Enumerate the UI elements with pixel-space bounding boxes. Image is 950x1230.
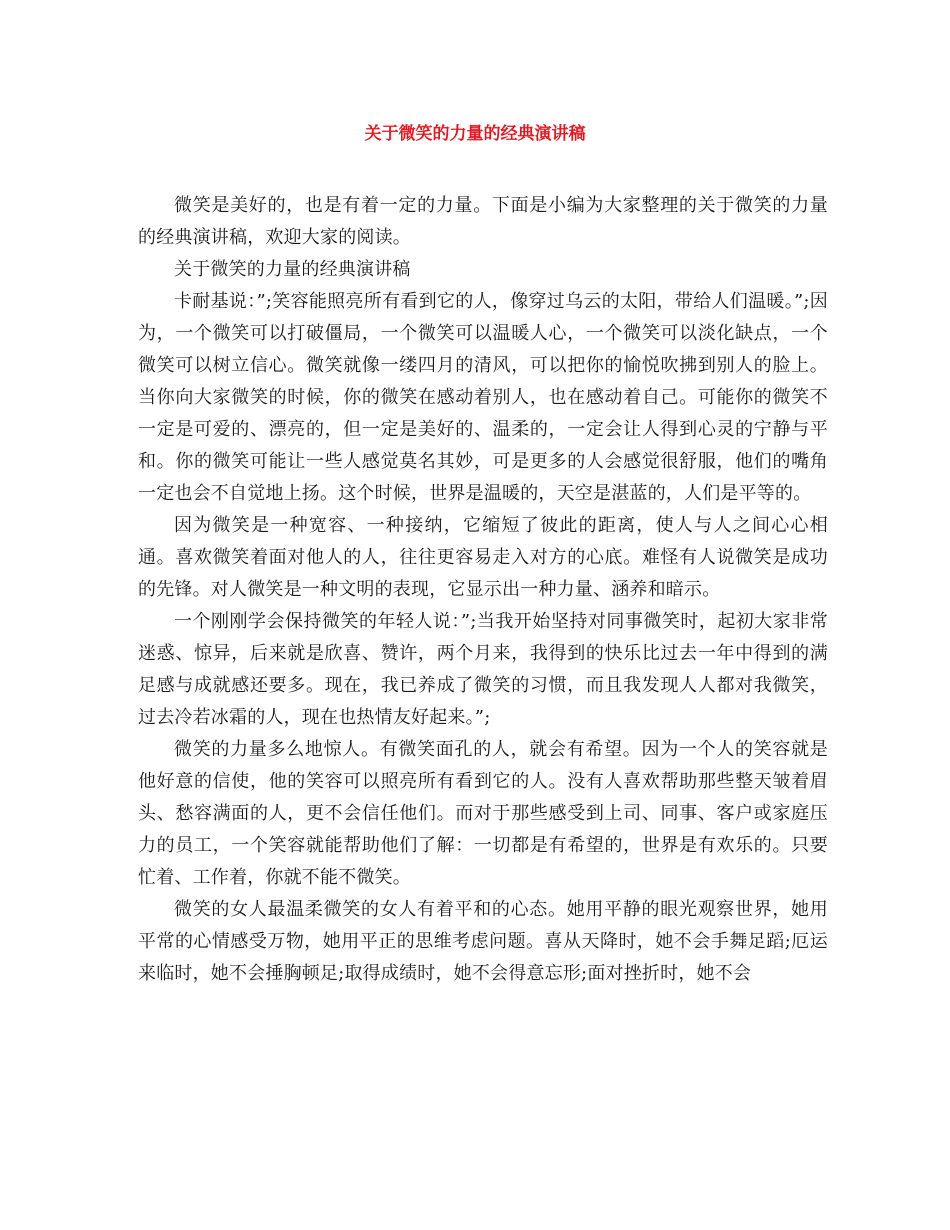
paragraph-tolerance: 因为微笑是一种宽容、一种接纳，它缩短了彼此的距离，使人与人之间心心相通。喜欢微笑着面对他人的人，往往更容易走入对方的心底。难怪有人说微笑是成功的先锋。对人微笑是一种文明的表现，它显示出一种力量、涵养和暗示。	[138, 515, 828, 600]
document-title: 关于微笑的力量的经典演讲稿	[364, 124, 586, 144]
paragraph-carnegie-quote: 卡耐基说：”;笑容能照亮所有看到它的人，像穿过乌云的太阳，带给人们温暖。”;因为，一个微笑可以打破僵局，一个微笑可以温暖人心，一个微笑可以淡化缺点，一个微笑可以树立信心。微笑就像一缕四月的清风，可以把你的愉悦吹拂到别人的脸上。当你向大家微笑的时候，你的微笑在感动着别人，也在感动着自己。可能你的微笑不一定是可爱的、漂亮的，但一定是美好的、温柔的，一定会让人得到心灵的宁静与平和。你的微笑可能让一些人感觉莫名其妙，可是更多的人会感觉很舒服，他们的嘴角一定也会不自觉地上扬。这个时候，世界是温暖的，天空是湛蓝的，人们是平等的。	[138, 291, 828, 504]
paragraph-intro: 微笑是美好的，也是有着一定的力量。下面是小编为大家整理的关于微笑的力量的经典演讲稿，欢迎大家的阅读。	[138, 195, 828, 248]
paragraph-smiling-woman: 微笑的女人最温柔微笑的女人有着平和的心态。她用平静的眼光观察世界，她用平常的心情感受万物，她用平正的思维考虑问题。喜从天降时，她不会手舞足蹈;厄运来临时，她不会捶胸顿足;取得成绩时，她不会得意忘形;面对挫折时，她不会	[138, 899, 828, 984]
document-body	[138, 190, 828, 990]
paragraph-young-man: 一个刚刚学会保持微笑的年轻人说：”;当我开始坚持对同事微笑时，起初大家非常迷惑、惊异，后来就是欣喜、赞许，两个月来，我得到的快乐比过去一年中得到的满足感与成就感还要多。现在，我已养成了微笑的习惯，而且我发现人人都对我微笑，过去冷若冰霜的人，现在也热情友好起来。”;	[138, 611, 828, 728]
paragraph-power-of-smile: 微笑的力量多么地惊人。有微笑面孔的人，就会有希望。因为一个人的笑容就是他好意的信使，他的笑容可以照亮所有看到它的人。没有人喜欢帮助那些整天皱着眉头、愁容满面的人，更不会信任他们。而对于那些感受到上司、同事、客户或家庭压力的员工，一个笑容就能帮助他们了解：一切都是有希望的，世界是有欢乐的。只要忙着、工作着，你就不能不微笑。	[138, 739, 828, 888]
paragraph-subtitle: 关于微笑的力量的经典演讲稿	[174, 259, 411, 280]
